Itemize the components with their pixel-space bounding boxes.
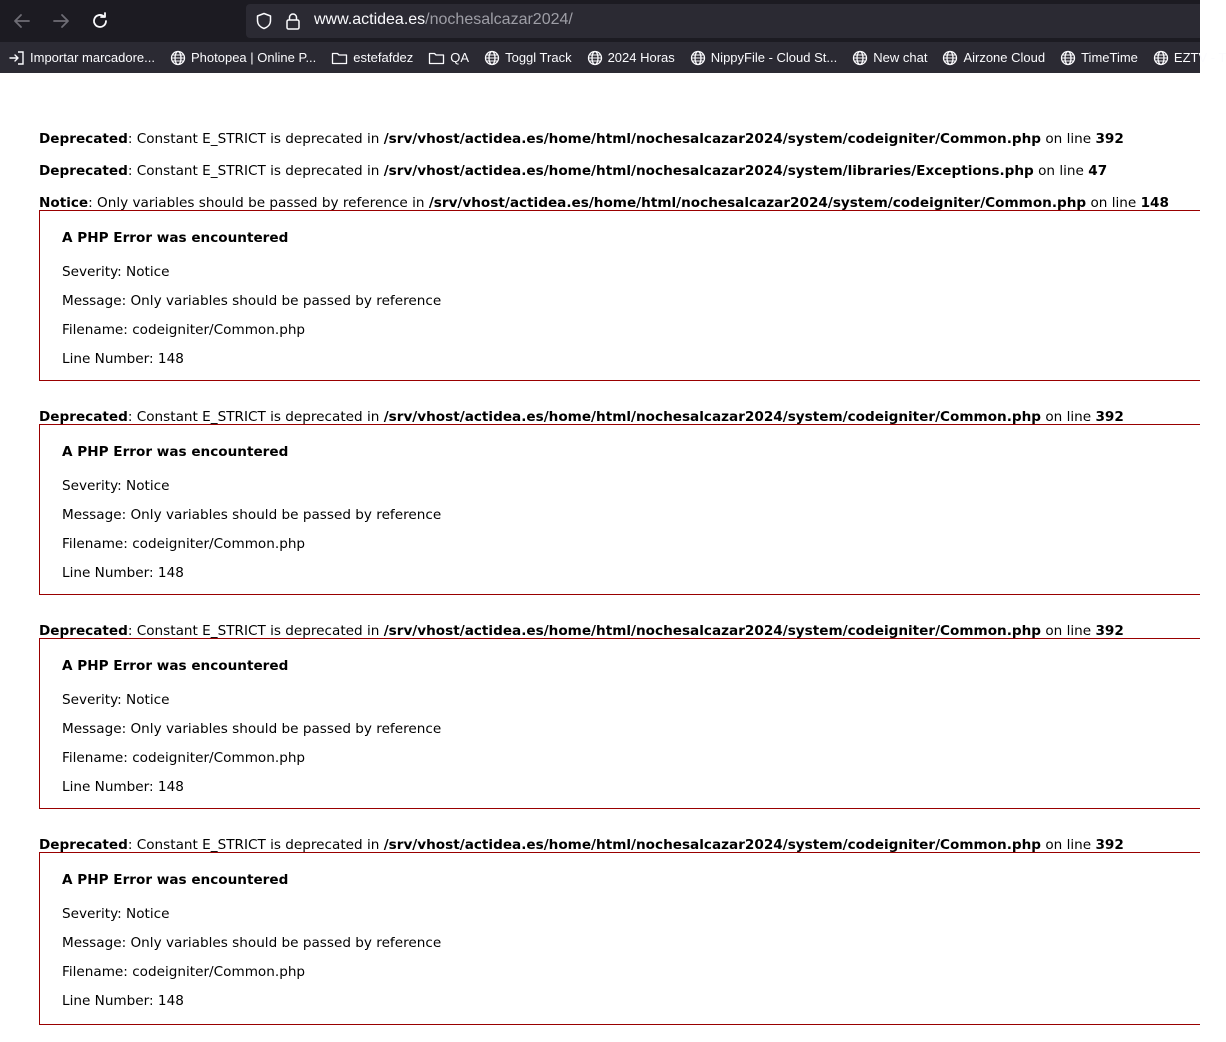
shield-icon[interactable] — [255, 12, 273, 30]
bookmark-label: Importar marcadore... — [30, 50, 155, 65]
file-path: /srv/vhost/actidea.es/home/html/nochesalcazar2024/system/codeigniter/Common.php — [383, 623, 1042, 639]
message-text: : Constant E_STRICT is deprecated in — [127, 409, 384, 425]
globe-icon — [1153, 50, 1174, 66]
php-error-box — [39, 852, 1200, 1025]
deprecated-label: Deprecated — [39, 623, 128, 639]
error-message: Message: Only variables should be passed by reference — [62, 507, 442, 523]
bookmark-label: NippyFile - Cloud St... — [710, 50, 838, 65]
globe-icon — [690, 50, 711, 66]
message-text: : Constant E_STRICT is deprecated in — [127, 131, 384, 147]
line-number: 148 — [1140, 195, 1169, 211]
import-icon — [9, 50, 30, 66]
file-path: /srv/vhost/actidea.es/home/html/nochesalcazar2024/system/codeigniter/Common.php — [383, 837, 1042, 853]
php-error-box — [39, 424, 1200, 595]
url-text[interactable] — [314, 11, 573, 29]
bookmark-item[interactable] — [942, 50, 1045, 66]
php-error-box — [39, 638, 1200, 809]
reload-icon — [90, 11, 110, 31]
bookmark-label: Toggl Track — [505, 50, 572, 65]
globe-icon — [942, 50, 963, 66]
line-number: 392 — [1095, 131, 1124, 147]
bookmark-item[interactable] — [170, 50, 316, 66]
bookmark-item[interactable] — [331, 50, 413, 66]
file-path: /srv/vhost/actidea.es/home/html/nochesalcazar2024/system/libraries/Exceptions.php — [383, 163, 1034, 179]
error-title: A PHP Error was encountered — [62, 444, 289, 460]
bookmark-label: 2024 Horas — [607, 50, 675, 65]
line-number: 392 — [1095, 409, 1124, 425]
bookmark-label: Airzone Cloud — [963, 50, 1046, 65]
globe-icon — [484, 50, 505, 66]
message-text: : Constant E_STRICT is deprecated in — [127, 837, 384, 853]
reload-button[interactable] — [88, 9, 112, 33]
error-line-number: Line Number: 148 — [62, 993, 184, 1009]
bookmark-label: New chat — [873, 50, 928, 65]
bookmark-item[interactable] — [587, 50, 675, 66]
error-title: A PHP Error was encountered — [62, 872, 289, 888]
file-path: /srv/vhost/actidea.es/home/html/nochesalcazar2024/system/codeigniter/Common.php — [428, 195, 1087, 211]
deprecated-label: Deprecated — [39, 163, 128, 179]
error-severity: Severity: Notice — [62, 264, 170, 280]
bookmark-item[interactable] — [9, 50, 155, 66]
on-line-text: on line — [1086, 195, 1141, 211]
address-bar[interactable] — [246, 4, 1200, 38]
arrow-left-icon — [12, 11, 32, 31]
error-message: Message: Only variables should be passed by reference — [62, 293, 442, 309]
bookmarks-bar — [0, 42, 1226, 73]
bookmark-item[interactable] — [690, 50, 837, 66]
message-text: : Constant E_STRICT is deprecated in — [127, 623, 384, 639]
bookmark-label: estefafdez — [353, 50, 414, 65]
error-line-number: Line Number: 148 — [62, 351, 184, 367]
bookmark-item[interactable] — [428, 50, 469, 66]
notice-label: Notice — [39, 195, 89, 211]
file-path: /srv/vhost/actidea.es/home/html/nochesalcazar2024/system/codeigniter/Common.php — [383, 409, 1042, 425]
lock-icon[interactable] — [285, 12, 301, 30]
error-severity: Severity: Notice — [62, 906, 170, 922]
error-message: Message: Only variables should be passed by reference — [62, 721, 442, 737]
globe-icon — [587, 50, 608, 66]
url-domain: www.actidea.es — [314, 11, 426, 28]
globe-icon — [1060, 50, 1081, 66]
on-line-text: on line — [1041, 131, 1096, 147]
line-number: 392 — [1095, 837, 1124, 853]
error-severity: Severity: Notice — [62, 478, 170, 494]
error-severity: Severity: Notice — [62, 692, 170, 708]
bookmark-label: TimeTime — [1081, 50, 1138, 65]
on-line-text: on line — [1041, 837, 1096, 853]
bookmark-item[interactable] — [1060, 50, 1138, 66]
bookmark-label: QA — [450, 50, 470, 65]
back-button[interactable] — [10, 9, 34, 33]
php-error-box — [39, 210, 1200, 381]
folder-icon — [428, 50, 450, 66]
message-text: : Only variables should be passed by reference in — [88, 195, 429, 211]
page-content — [0, 73, 1200, 1025]
error-filename: Filename: codeigniter/Common.php — [62, 536, 306, 552]
error-title: A PHP Error was encountered — [62, 658, 289, 674]
error-line-number: Line Number: 148 — [62, 779, 184, 795]
error-filename: Filename: codeigniter/Common.php — [62, 750, 306, 766]
error-title: A PHP Error was encountered — [62, 230, 289, 246]
url-path: /nochesalcazar2024/ — [425, 11, 573, 28]
on-line-text: on line — [1033, 163, 1089, 179]
deprecated-label: Deprecated — [39, 837, 128, 853]
error-line-number: Line Number: 148 — [62, 565, 184, 581]
folder-icon — [331, 50, 353, 66]
deprecated-line — [39, 162, 1200, 180]
bookmark-item[interactable] — [484, 50, 571, 66]
globe-icon — [852, 50, 873, 66]
forward-button[interactable] — [49, 9, 73, 33]
file-path: /srv/vhost/actidea.es/home/html/nochesalcazar2024/system/codeigniter/Common.php — [383, 131, 1042, 147]
globe-icon — [170, 50, 191, 66]
bookmark-item[interactable] — [852, 50, 927, 66]
bookmark-item[interactable] — [1153, 50, 1226, 66]
arrow-right-icon — [51, 11, 71, 31]
error-message: Message: Only variables should be passed by reference — [62, 935, 442, 951]
bookmark-label: Photopea | Online P... — [191, 50, 317, 65]
line-number: 47 — [1088, 163, 1108, 179]
on-line-text: on line — [1041, 409, 1096, 425]
deprecated-line — [39, 130, 1200, 148]
bookmark-label: EZTV - T — [1173, 50, 1226, 65]
on-line-text: on line — [1041, 623, 1096, 639]
message-text: : Constant E_STRICT is deprecated in — [127, 163, 384, 179]
error-filename: Filename: codeigniter/Common.php — [62, 964, 306, 980]
deprecated-label: Deprecated — [39, 131, 128, 147]
line-number: 392 — [1095, 623, 1124, 639]
deprecated-label: Deprecated — [39, 409, 128, 425]
error-filename: Filename: codeigniter/Common.php — [62, 322, 306, 338]
browser-toolbar — [0, 0, 1200, 42]
